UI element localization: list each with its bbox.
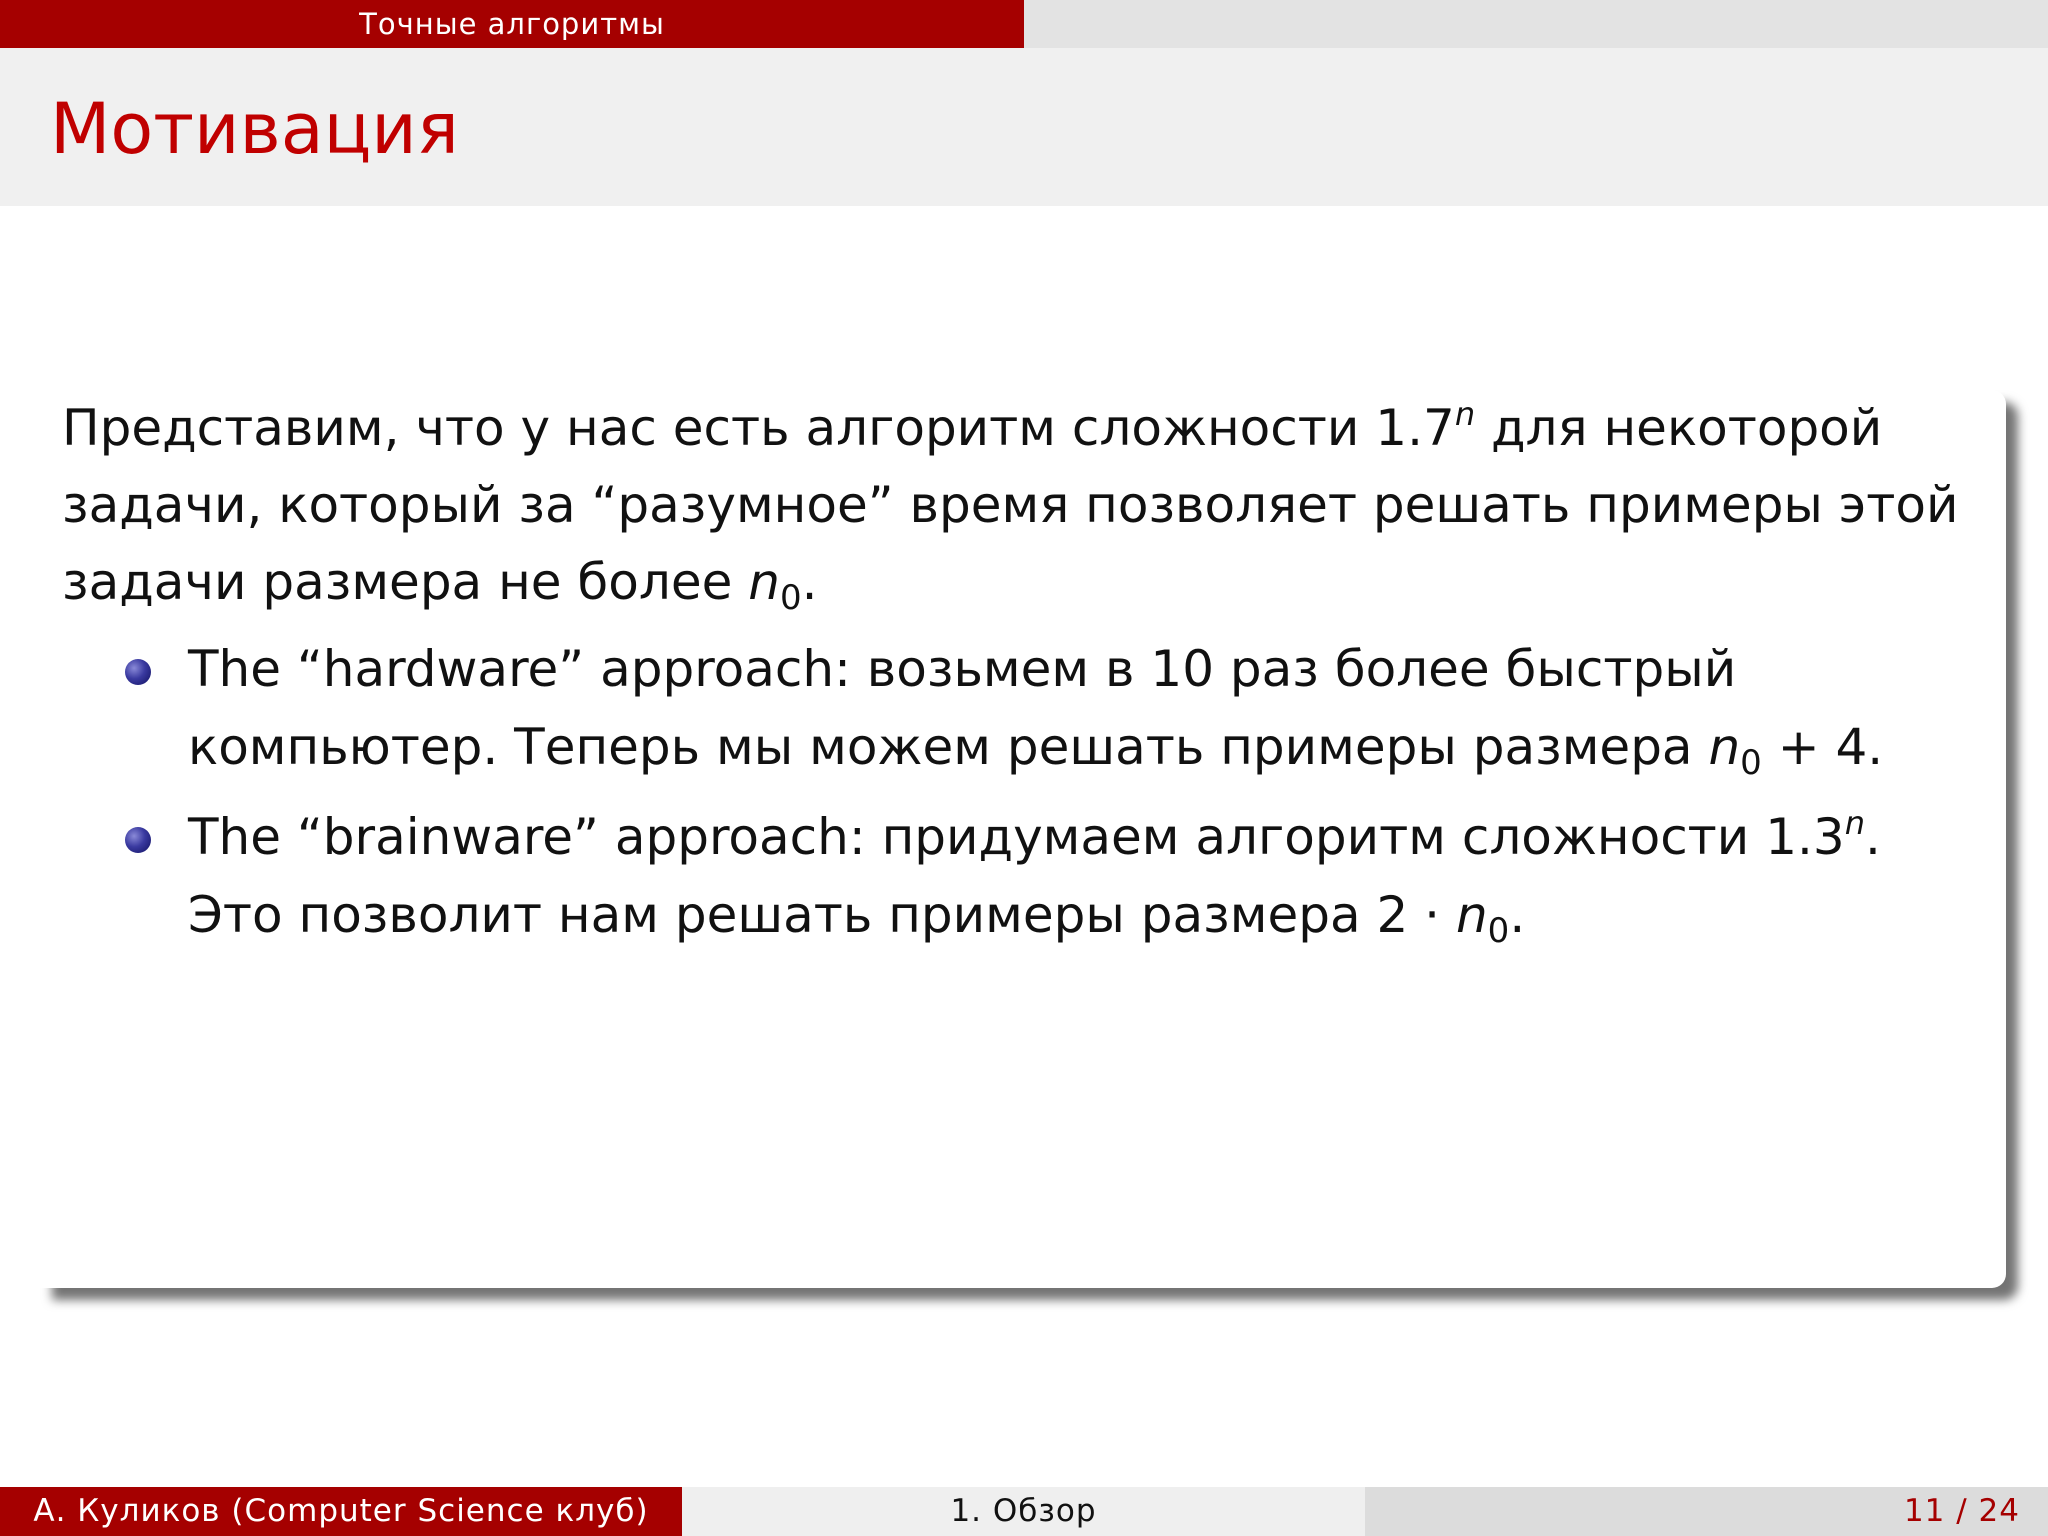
- bullet-text-a: The “hardware” approach: возьмем в 10 раз более быстрый компьютер. Теперь мы можем решать примеры размера: [188, 640, 1737, 776]
- intro-exponent: n: [1454, 395, 1476, 433]
- bullet-text-c: .: [1509, 886, 1526, 944]
- intro-text-c: .: [801, 553, 818, 611]
- bullet-item-hardware: [40, 630, 1888, 786]
- intro-text-a: Представим, что у нас есть алгоритм сложности 1.7: [62, 399, 1455, 457]
- bullet-subscript: 0: [1487, 911, 1510, 951]
- bullet-variable: n: [1455, 886, 1488, 944]
- header-navigation-bar: [0, 0, 2048, 48]
- bullet-text-b: + 4.: [1761, 718, 1884, 776]
- bullet-exponent: n: [1844, 804, 1865, 842]
- intro-variable: n: [748, 553, 780, 611]
- intro-paragraph: [62, 390, 1992, 621]
- footer-author[interactable]: А. Куликов (Computer Science клуб): [0, 1487, 682, 1536]
- bullet-variable: n: [1708, 718, 1741, 776]
- footer-section[interactable]: 1. Обзор: [682, 1487, 1365, 1536]
- bullet-item-brainware: [40, 798, 1888, 954]
- frame-title: Мотивация: [50, 88, 459, 170]
- footer-page-number: 11 / 24: [1365, 1487, 2048, 1536]
- content-block: [40, 390, 2006, 1288]
- bullet-text-a: The “brainware” approach: придумаем алгоритм сложности 1.3: [188, 808, 1845, 866]
- header-section-label[interactable]: Точные алгоритмы: [0, 0, 1024, 48]
- frame-title-band: [0, 48, 2048, 206]
- intro-text-b: для некоторой задачи, который за “разумное” время позволяет решать примеры этой задачи размера не более: [62, 399, 1959, 611]
- ball-bullet-icon: [125, 659, 151, 685]
- bullet-list: [40, 630, 2006, 966]
- bullet-text-b: . Это позволит нам решать примеры размера 2 ·: [188, 808, 1881, 944]
- intro-subscript: 0: [779, 578, 802, 618]
- footer-bar: [0, 1487, 2048, 1536]
- header-section-filler: [1024, 0, 2048, 48]
- bullet-subscript: 0: [1740, 743, 1762, 783]
- ball-bullet-icon: [125, 827, 151, 853]
